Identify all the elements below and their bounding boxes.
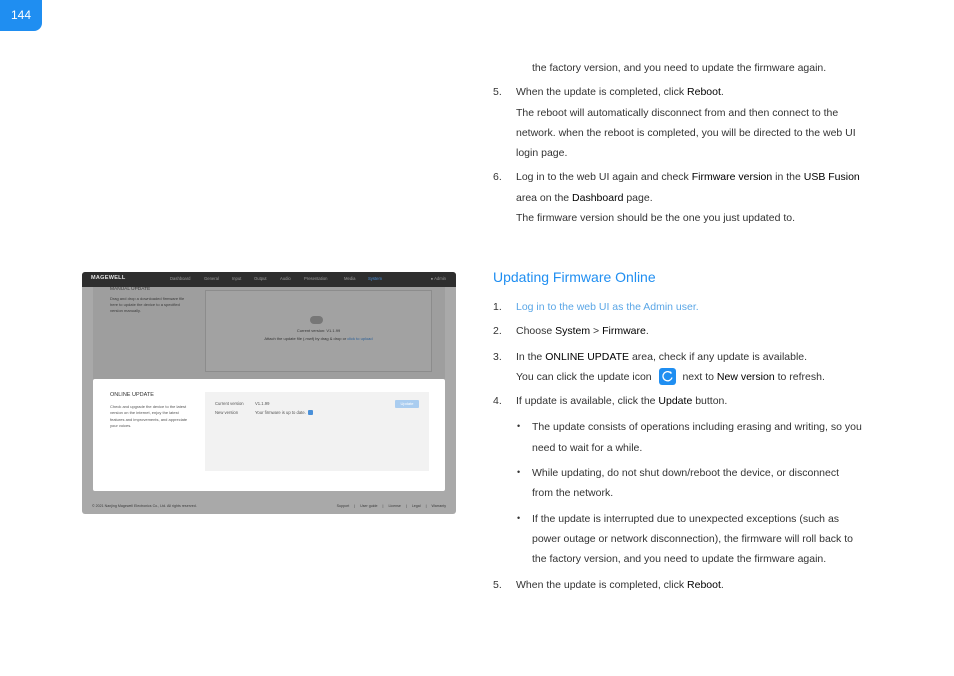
footer-separator: | bbox=[354, 504, 356, 508]
upload-link: click to upload bbox=[347, 336, 373, 341]
step-detail: network. when the reboot is completed, you will be directed to the web UI bbox=[516, 126, 856, 139]
refresh-icon bbox=[659, 368, 676, 385]
step-text: You can click the update icon bbox=[516, 370, 652, 383]
step-text: > bbox=[590, 325, 603, 338]
system-term: System bbox=[555, 325, 591, 338]
step-text: button. bbox=[692, 395, 728, 408]
bullet-item bbox=[493, 417, 883, 458]
new-version-value bbox=[255, 410, 313, 415]
dropzone-version: Current version: V1.1.99 bbox=[296, 328, 341, 333]
firmware-screenshot bbox=[82, 272, 456, 514]
step-4 bbox=[493, 391, 883, 411]
login-link[interactable]: Log in to the web UI as the Admin user. bbox=[516, 301, 699, 313]
nav-presentation: Presentation bbox=[304, 276, 328, 281]
nav-dashboard: Dashboard bbox=[170, 276, 191, 281]
step-text: When the update is completed, click bbox=[516, 578, 688, 591]
step-detail: The reboot will automatically disconnect from and then connect to the bbox=[516, 106, 839, 119]
footer-link-legal: Legal bbox=[411, 504, 421, 508]
continuation-text: the factory version, and you need to update the firmware again. bbox=[532, 62, 827, 74]
step-text: Choose bbox=[516, 325, 556, 338]
step-detail: The firmware version should be the one you just updated to. bbox=[516, 212, 795, 225]
step-number: 5. bbox=[493, 86, 502, 99]
screenshot-footer bbox=[82, 500, 456, 514]
step-text: area, check if any update is available. bbox=[629, 350, 808, 363]
user-menu: ● Admin bbox=[430, 276, 446, 281]
step-2 bbox=[493, 321, 883, 341]
dropzone-text: Attach the update file (.mwf) by drag & drop or bbox=[264, 336, 348, 341]
firmware-term: Firmware bbox=[602, 325, 646, 338]
nav-input: Input bbox=[232, 276, 242, 281]
bullet-icon: • bbox=[517, 467, 521, 478]
step-detail: login page. bbox=[516, 147, 568, 160]
manual-update-title: MANUAL UPDATE bbox=[110, 287, 151, 292]
step-text: area on the bbox=[516, 191, 573, 204]
nav-system: System bbox=[368, 276, 382, 281]
copyright: © 2021 Nanjing Magewell Electronics Co., Ltd. All rights reserved. bbox=[92, 504, 197, 508]
user-name: Admin bbox=[434, 276, 446, 281]
footer-separator: | bbox=[382, 504, 384, 508]
continuation-row bbox=[493, 58, 883, 78]
refresh-icon bbox=[308, 410, 313, 415]
usb-fusion-term: USB Fusion bbox=[803, 171, 860, 184]
brand-logo: MAGEWELL bbox=[91, 275, 126, 281]
step-number: 2. bbox=[493, 325, 502, 338]
step-5 bbox=[493, 575, 883, 595]
bullet-text: need to wait for a while. bbox=[532, 441, 643, 454]
manual-update-area bbox=[93, 287, 445, 385]
footer-link-support: Support bbox=[336, 504, 350, 508]
bullet-icon: • bbox=[517, 421, 521, 432]
step-text: to refresh. bbox=[774, 370, 825, 383]
update-term: Update bbox=[658, 395, 693, 408]
current-version-label: Current version bbox=[215, 401, 244, 406]
nav-audio: Audio bbox=[280, 276, 291, 281]
upload-dropzone bbox=[205, 290, 432, 372]
online-update-term: ONLINE UPDATE bbox=[545, 350, 630, 363]
new-version-label: New version bbox=[215, 410, 239, 415]
step-number: 3. bbox=[493, 350, 502, 363]
up-to-date-text: Your firmware is up to date. bbox=[255, 410, 306, 415]
reboot-term: Reboot bbox=[687, 86, 721, 99]
online-steps bbox=[493, 297, 883, 595]
bullet-text: While updating, do not shut down/reboot the device, or disconnect bbox=[532, 467, 840, 480]
bullet-text: the factory version, and you need to update the firmware again. bbox=[532, 553, 827, 566]
step-text: . bbox=[645, 325, 649, 338]
step-number: 4. bbox=[493, 395, 502, 408]
dashboard-term: Dashboard bbox=[572, 191, 624, 204]
bullet-text: The update consists of operations including erasing and writing, so you bbox=[532, 421, 862, 434]
step-number: 6. bbox=[493, 171, 502, 184]
bullet-text: If the update is interrupted due to unexpected exceptions (such as bbox=[532, 512, 840, 525]
top-step-6 bbox=[493, 167, 883, 228]
online-update-card bbox=[93, 379, 445, 491]
step-text: When the update is completed, click bbox=[516, 86, 688, 99]
nav-media: Media bbox=[344, 276, 356, 281]
footer-link-user-guide: User guide bbox=[360, 504, 378, 508]
step-number: 5. bbox=[493, 578, 502, 591]
bullet-icon: • bbox=[517, 512, 521, 523]
reboot-term: Reboot bbox=[687, 578, 721, 591]
firmware-version-term: Firmware version bbox=[691, 171, 773, 184]
footer-links bbox=[333, 504, 446, 508]
update-button: Update bbox=[395, 400, 419, 408]
current-version-value: V1.1.99 bbox=[255, 401, 270, 406]
step-text: . bbox=[720, 86, 724, 99]
step-text: If update is available, click the bbox=[516, 395, 659, 408]
footer-link-license: License bbox=[388, 504, 401, 508]
page-number: 144 bbox=[0, 0, 42, 31]
step-number: 1. bbox=[493, 301, 502, 313]
screenshot-nav-bar bbox=[82, 272, 456, 287]
dropzone-instructions bbox=[206, 336, 431, 341]
bullet-item bbox=[493, 509, 883, 570]
online-update-title: ONLINE UPDATE bbox=[110, 392, 154, 398]
step-text: page. bbox=[623, 191, 653, 204]
step-text: next to bbox=[682, 370, 717, 383]
footer-separator: | bbox=[425, 504, 427, 508]
version-panel bbox=[205, 392, 429, 471]
step-3 bbox=[493, 347, 883, 388]
bullet-text: from the network. bbox=[532, 487, 614, 500]
footer-separator: | bbox=[405, 504, 407, 508]
step-text: In the bbox=[516, 350, 546, 363]
bullet-text: power outage or network disconnection), the firmware will roll back to bbox=[532, 532, 853, 545]
cloud-upload-icon bbox=[310, 316, 323, 324]
step-text: in the bbox=[772, 171, 804, 184]
bullet-item bbox=[493, 463, 883, 504]
top-step-5 bbox=[493, 82, 883, 163]
footer-link-warranty: Warranty bbox=[431, 504, 446, 508]
nav-output: Output bbox=[254, 276, 267, 281]
top-section bbox=[493, 58, 883, 228]
step-text: . bbox=[720, 578, 724, 591]
new-version-term: New version bbox=[716, 370, 775, 383]
nav-general: General bbox=[204, 276, 219, 281]
step-1 bbox=[493, 297, 883, 317]
step-text: Log in to the web UI again and check bbox=[516, 171, 692, 184]
online-update-desc: Check and upgrade the device to the latest version on the internet, enjoy the latest features and improvements, and appreciate your voices. bbox=[110, 404, 188, 428]
section-heading: Updating Firmware Online bbox=[493, 269, 656, 285]
manual-update-desc: Drag and drop a downloaded firmware file here to update the device to a specified version manually. bbox=[110, 296, 185, 313]
